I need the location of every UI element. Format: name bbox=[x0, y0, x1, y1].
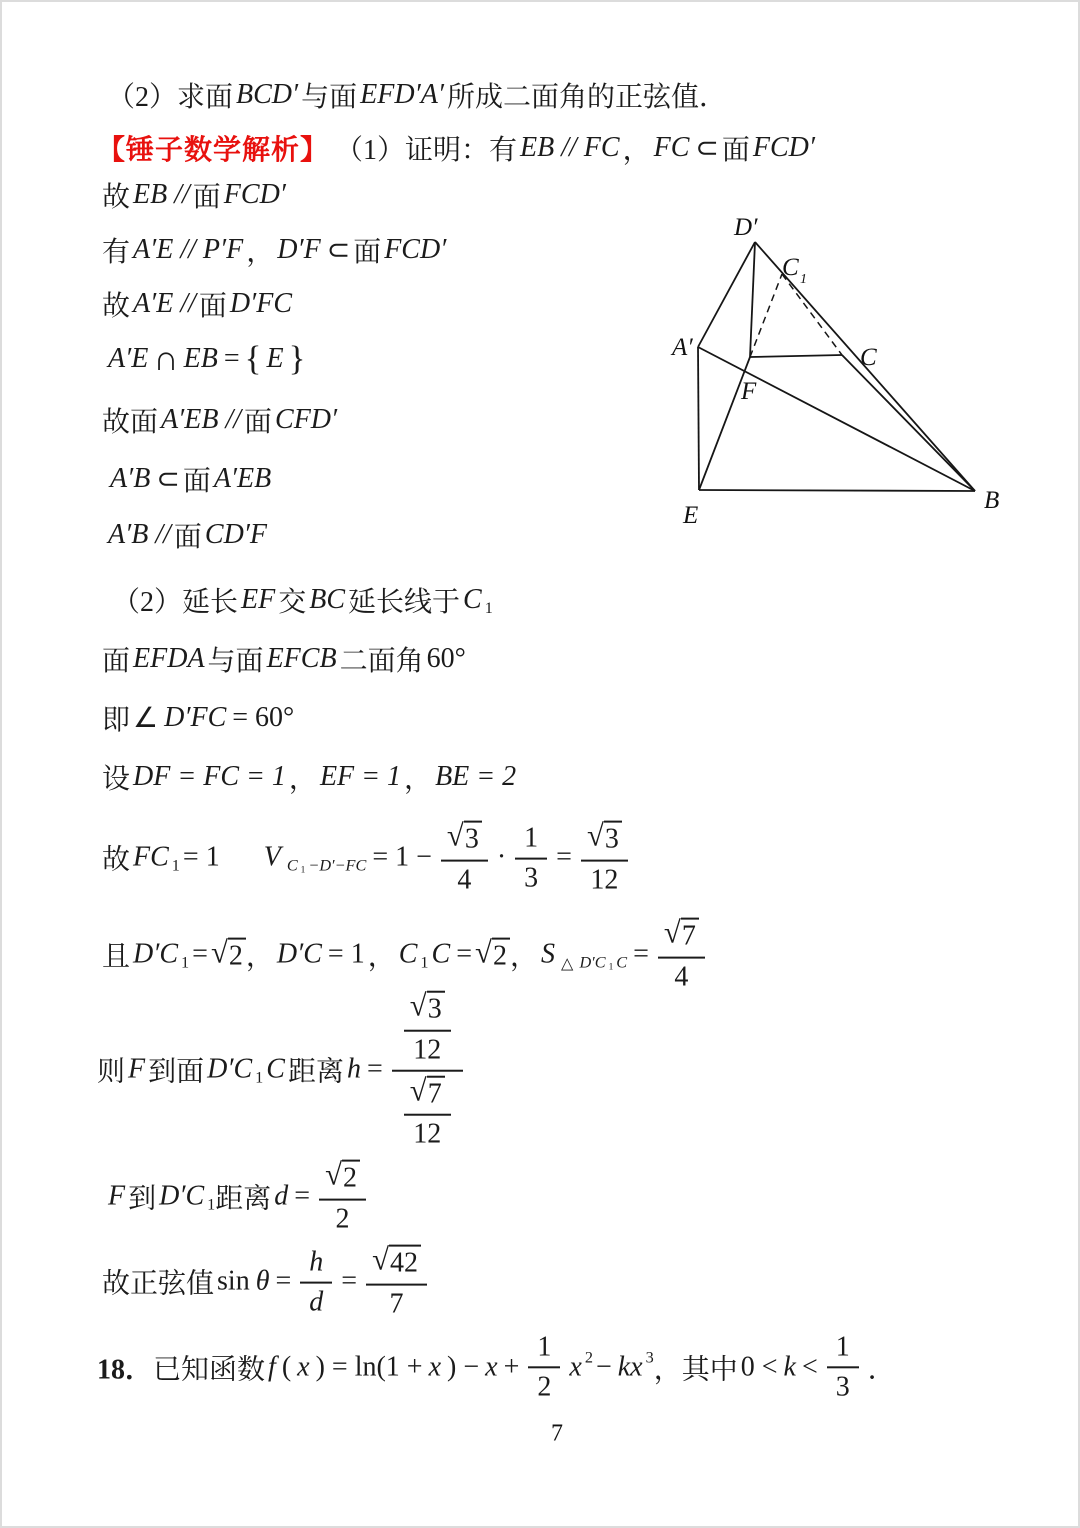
geometry-figure bbox=[632, 207, 1052, 537]
proof-line-6 bbox=[107, 459, 274, 499]
math-segment: EFDA bbox=[133, 643, 205, 674]
radicand: 2 bbox=[342, 1160, 360, 1196]
text-segment: 60° bbox=[426, 643, 466, 674]
fraction bbox=[366, 1244, 427, 1321]
math-segment: d bbox=[309, 1286, 324, 1318]
radical bbox=[446, 818, 482, 857]
part2-line-4 bbox=[102, 757, 519, 797]
edge-E-F bbox=[699, 357, 750, 490]
fraction-denominator bbox=[306, 1284, 326, 1319]
text-segment: 已知函数 bbox=[153, 1354, 266, 1385]
text-segment: 有 bbox=[102, 237, 131, 268]
radicand: 3 bbox=[604, 821, 622, 857]
text-segment: { bbox=[244, 339, 262, 378]
text-segment: （2）延长 bbox=[112, 587, 239, 618]
subscript bbox=[284, 857, 369, 876]
fraction-denominator bbox=[587, 861, 621, 896]
text-segment: = bbox=[294, 1181, 311, 1212]
analysis-header bbox=[97, 128, 818, 168]
text-segment: = 60° bbox=[232, 702, 295, 733]
text-segment: 面 bbox=[192, 182, 221, 213]
text-segment: 所成二面角的正弦值． bbox=[446, 82, 727, 113]
fraction-numerator bbox=[404, 990, 451, 1032]
radical bbox=[663, 915, 699, 954]
text-segment: 故 bbox=[102, 291, 131, 322]
label-D-prime: D′ bbox=[734, 214, 758, 241]
math-segment: EB bbox=[183, 343, 218, 374]
text-segment: 且 bbox=[102, 942, 131, 973]
text-segment: ⊂ bbox=[156, 464, 180, 495]
math-segment: d bbox=[274, 1181, 289, 1212]
text-segment: ， bbox=[367, 942, 396, 973]
text-segment: = bbox=[456, 939, 473, 970]
math-segment: FC bbox=[653, 132, 690, 163]
text-segment: = bbox=[192, 939, 208, 970]
edge-Ap-B bbox=[698, 347, 975, 491]
text-segment: 0 < bbox=[740, 1351, 778, 1382]
text-segment: △ bbox=[560, 954, 574, 973]
fraction-numerator bbox=[392, 989, 463, 1072]
radicand: 2 bbox=[228, 937, 246, 973]
text-segment: ， bbox=[622, 135, 651, 166]
text-segment: 面 bbox=[198, 291, 227, 322]
analysis-brand-label: 【锤子数学解析】 bbox=[97, 134, 330, 165]
proof-line-4 bbox=[105, 339, 307, 379]
fraction bbox=[404, 1075, 451, 1152]
math-segment: FCD′ bbox=[752, 132, 815, 163]
text-segment: ) = ln(1 + bbox=[315, 1351, 423, 1382]
math-segment: BE = 2 bbox=[435, 761, 517, 792]
edge-E-B bbox=[699, 490, 975, 491]
fraction-numerator bbox=[581, 820, 628, 862]
math-segment: C bbox=[431, 939, 451, 970]
text-segment: ， bbox=[246, 237, 275, 268]
label-F: F bbox=[741, 378, 757, 405]
text-segment: < bbox=[801, 1351, 818, 1382]
radical-sign: √ bbox=[409, 1073, 427, 1108]
radicand: 2 bbox=[492, 937, 510, 973]
math-segment: D′C bbox=[133, 939, 179, 970]
fraction-numerator bbox=[528, 1330, 560, 1368]
math-segment: EFCB bbox=[266, 643, 337, 674]
radical bbox=[409, 1073, 445, 1112]
fraction-denominator bbox=[534, 1369, 554, 1404]
text-segment: 故 bbox=[102, 182, 131, 213]
label-B: B bbox=[984, 487, 1000, 514]
radical-sign: √ bbox=[325, 1157, 342, 1192]
text-segment: = bbox=[223, 343, 240, 374]
text-segment: （1）证明：有 bbox=[335, 135, 518, 166]
text-segment: = 1 − bbox=[372, 842, 432, 873]
radical bbox=[372, 1242, 421, 1281]
text-segment: sin bbox=[217, 1266, 250, 1297]
math-segment: F bbox=[108, 1181, 126, 1212]
math-segment: F bbox=[128, 1054, 146, 1085]
fraction-denominator bbox=[454, 861, 474, 896]
math-segment: kx bbox=[617, 1351, 643, 1382]
math-segment: C bbox=[398, 939, 418, 970]
math-segment: A′E bbox=[108, 343, 149, 374]
text-segment: = bbox=[367, 1054, 383, 1085]
text-segment: 面 bbox=[173, 522, 202, 553]
text-segment: 与面 bbox=[207, 646, 264, 677]
text-segment: 面 bbox=[244, 407, 273, 438]
text-segment: ) − bbox=[447, 1351, 480, 1382]
math-segment: h bbox=[347, 1054, 361, 1085]
math-segment: EF = 1 bbox=[319, 761, 402, 792]
radical bbox=[211, 937, 246, 973]
radical bbox=[325, 1157, 360, 1196]
math-segment: A′EB bbox=[213, 463, 272, 494]
text-segment: ， bbox=[404, 764, 433, 795]
fraction bbox=[441, 820, 488, 897]
fraction-numerator bbox=[319, 1159, 366, 1201]
text-segment: 则 bbox=[97, 1057, 126, 1088]
fraction bbox=[528, 1330, 560, 1403]
text-segment: ⊂ bbox=[326, 235, 351, 266]
math-segment: θ bbox=[255, 1266, 270, 1297]
math-segment: EFD′A′ bbox=[360, 79, 444, 110]
fraction-numerator bbox=[366, 1244, 427, 1286]
number-segment: 12 bbox=[590, 864, 619, 896]
fraction-numerator bbox=[441, 820, 488, 862]
fraction-denominator bbox=[833, 1369, 853, 1404]
math-segment: x bbox=[428, 1351, 442, 1382]
math-segment: BCD′ bbox=[236, 79, 299, 110]
text-segment: ⊂ bbox=[695, 133, 719, 164]
text-segment: 设 bbox=[102, 764, 131, 795]
math-segment: C bbox=[463, 584, 482, 615]
text-segment: − bbox=[595, 1351, 612, 1382]
text-segment: ， bbox=[288, 764, 317, 795]
math-segment: x bbox=[569, 1351, 582, 1382]
math-segment: x bbox=[297, 1351, 310, 1382]
edge-Ap-E bbox=[698, 347, 699, 490]
proof-line-2 bbox=[102, 230, 449, 270]
math-segment: A′B // bbox=[108, 519, 171, 550]
text-segment: 即 bbox=[102, 705, 131, 736]
subscript: 1 bbox=[181, 953, 190, 972]
text-segment: 与面 bbox=[301, 82, 358, 113]
text-segment: = bbox=[341, 1266, 358, 1297]
number-segment: 1 bbox=[524, 822, 539, 854]
math-segment: C bbox=[266, 1054, 285, 1085]
question-part2 bbox=[107, 75, 727, 115]
text-segment: （2）求面 bbox=[107, 82, 234, 113]
number-segment: 3 bbox=[524, 862, 539, 894]
math-segment: h bbox=[309, 1246, 324, 1278]
math-segment: f bbox=[268, 1351, 276, 1382]
subscript: 1 bbox=[608, 962, 614, 973]
text-segment: = bbox=[633, 939, 649, 970]
subscript: 1 bbox=[171, 856, 180, 875]
superscript: 2 bbox=[584, 1348, 593, 1367]
part2-line-5 bbox=[102, 820, 634, 897]
edge-Dp-Ap bbox=[698, 242, 755, 347]
math-segment: A′EB // bbox=[161, 404, 242, 435]
math-segment: A′E // P′F bbox=[133, 234, 244, 265]
part2-line-7 bbox=[97, 989, 469, 1152]
part2-line-1 bbox=[112, 580, 493, 620]
subscript: 1 bbox=[484, 598, 493, 617]
math-segment: A′B bbox=[110, 463, 151, 494]
math-segment: S bbox=[540, 939, 555, 970]
text-segment: 面 bbox=[353, 237, 382, 268]
math-segment: EB // bbox=[133, 179, 190, 210]
math-segment: C bbox=[616, 953, 628, 972]
text-segment: = bbox=[275, 1266, 292, 1297]
math-segment: EB // FC bbox=[520, 132, 620, 163]
text-segment: ， bbox=[509, 942, 538, 973]
text-segment: ( bbox=[281, 1351, 292, 1382]
text-segment: 18． bbox=[97, 1354, 154, 1385]
proof-line-3 bbox=[102, 284, 295, 324]
number-segment: 4 bbox=[457, 864, 472, 896]
fraction bbox=[581, 820, 628, 897]
radical-sign: √ bbox=[586, 818, 604, 853]
fraction-denominator bbox=[398, 1072, 457, 1152]
edge-C-B bbox=[842, 355, 975, 491]
fraction-numerator bbox=[300, 1245, 332, 1283]
fraction bbox=[319, 1159, 366, 1236]
math-segment: C bbox=[286, 856, 298, 875]
number-segment: 2 bbox=[335, 1203, 350, 1235]
text-segment: 面 bbox=[102, 646, 131, 677]
text-segment: 距离 bbox=[215, 1184, 272, 1215]
text-segment: 到 bbox=[128, 1184, 157, 1215]
math-segment: x bbox=[485, 1351, 498, 1382]
fraction-numerator bbox=[515, 821, 547, 859]
text-segment: = bbox=[556, 842, 572, 873]
subscript: 1 bbox=[420, 953, 429, 972]
part2-line-6 bbox=[102, 917, 711, 994]
radicand: 7 bbox=[681, 918, 699, 954]
math-segment: D′C bbox=[579, 953, 606, 972]
fraction bbox=[300, 1245, 332, 1318]
part2-line-2 bbox=[102, 639, 469, 679]
fraction-denominator bbox=[410, 1031, 444, 1066]
part2-line-3 bbox=[102, 698, 297, 738]
math-segment: D′C bbox=[159, 1181, 205, 1212]
text-segment: } bbox=[288, 339, 306, 378]
text-segment: 故面 bbox=[102, 407, 159, 438]
fraction-denominator bbox=[521, 860, 541, 895]
fraction-denominator bbox=[387, 1285, 407, 1320]
radical-sign: √ bbox=[409, 988, 427, 1023]
text-segment: 故 bbox=[102, 845, 131, 876]
label-E: E bbox=[683, 502, 699, 529]
fraction-numerator bbox=[658, 917, 705, 959]
number-segment: 12 bbox=[413, 1034, 442, 1066]
radical bbox=[475, 937, 510, 973]
math-segment: k bbox=[783, 1351, 796, 1382]
math-segment: DF = FC = 1 bbox=[133, 761, 286, 792]
text-segment: + bbox=[503, 1351, 520, 1382]
text-segment: ， bbox=[245, 942, 274, 973]
subscript bbox=[558, 953, 630, 973]
edge-Dp-F bbox=[750, 242, 755, 357]
fraction bbox=[392, 989, 463, 1152]
radical-sign: √ bbox=[372, 1242, 389, 1277]
text-segment: ∩ bbox=[153, 339, 179, 378]
fraction bbox=[658, 917, 705, 994]
text-segment: 延长线于 bbox=[348, 587, 461, 618]
math-segment: FCD′ bbox=[223, 179, 286, 210]
fraction bbox=[404, 990, 451, 1067]
fraction-numerator bbox=[827, 1330, 859, 1368]
math-segment: V bbox=[263, 842, 281, 873]
fraction bbox=[827, 1330, 859, 1403]
label-C1: C bbox=[782, 254, 799, 281]
number-segment: 3 bbox=[835, 1371, 850, 1403]
number-segment: 4 bbox=[674, 961, 689, 993]
subscript: 1 bbox=[300, 865, 306, 876]
radical bbox=[586, 818, 622, 857]
subscript: 1 bbox=[255, 1068, 264, 1087]
math-segment: CFD′ bbox=[275, 404, 338, 435]
proof-line-7 bbox=[105, 515, 270, 555]
math-segment: D′F bbox=[277, 234, 321, 265]
radical-sign: √ bbox=[210, 935, 228, 970]
text-segment: 故正弦值 bbox=[102, 1269, 215, 1300]
math-segment: E bbox=[266, 343, 284, 374]
radicand: 7 bbox=[427, 1076, 445, 1112]
math-segment: D′C bbox=[276, 939, 322, 970]
subscript: 1 bbox=[207, 1195, 216, 1214]
edge-C1-C-dashed bbox=[782, 274, 842, 355]
math-segment: −D′−FC bbox=[308, 856, 367, 875]
radical bbox=[409, 988, 445, 1027]
text-segment: 到面 bbox=[148, 1057, 205, 1088]
superscript: 3 bbox=[645, 1348, 654, 1367]
edge-F-C bbox=[750, 355, 842, 357]
math-segment: D′FC bbox=[229, 288, 293, 319]
text-segment: ∠ bbox=[133, 703, 159, 734]
math-segment: D′C bbox=[207, 1054, 253, 1085]
radical-sign: √ bbox=[663, 915, 681, 950]
proof-line-5 bbox=[102, 400, 340, 440]
part2-line-8 bbox=[105, 1159, 372, 1236]
fraction bbox=[515, 821, 547, 894]
edge-F-C1-dashed bbox=[750, 274, 782, 357]
text-segment: 面 bbox=[721, 135, 750, 166]
radicand: 3 bbox=[464, 821, 482, 857]
radical-sign: √ bbox=[475, 935, 492, 970]
label-C1-sub: 1 bbox=[800, 272, 807, 287]
text-segment: 面 bbox=[182, 466, 211, 497]
fraction-denominator bbox=[410, 1116, 444, 1151]
radical-sign: √ bbox=[446, 818, 464, 853]
radicand: 42 bbox=[389, 1245, 421, 1281]
fraction-numerator bbox=[404, 1075, 451, 1117]
math-segment: FCD′ bbox=[384, 234, 447, 265]
text-segment: = 1 bbox=[327, 939, 365, 970]
proof-line-1 bbox=[102, 175, 289, 215]
text-segment: ，其中 bbox=[653, 1354, 738, 1385]
math-segment: BC bbox=[309, 584, 346, 615]
math-segment: CD′F bbox=[204, 519, 268, 550]
text-segment: 交 bbox=[278, 587, 307, 618]
text-segment: 距离 bbox=[287, 1057, 344, 1088]
number-segment: 1 bbox=[835, 1331, 850, 1363]
math-segment: EF bbox=[241, 584, 276, 615]
text-segment: = 1 bbox=[182, 842, 220, 873]
label-C: C bbox=[860, 344, 877, 371]
number-segment: 7 bbox=[389, 1288, 404, 1320]
radicand: 3 bbox=[427, 991, 445, 1027]
label-A-prime: A′ bbox=[672, 334, 693, 361]
fraction-denominator bbox=[333, 1200, 353, 1235]
math-segment: FC bbox=[133, 842, 169, 873]
number-segment: 1 bbox=[537, 1331, 552, 1363]
text-segment: ． bbox=[867, 1354, 896, 1385]
math-segment: A′E // bbox=[133, 288, 196, 319]
problem-18 bbox=[97, 1330, 899, 1403]
math-segment: D′FC bbox=[164, 702, 227, 733]
fraction-denominator bbox=[671, 958, 691, 993]
text-segment: · bbox=[496, 842, 507, 873]
page-number: 7 bbox=[551, 1420, 563, 1447]
number-segment: 2 bbox=[537, 1371, 552, 1403]
part2-line-9 bbox=[102, 1244, 433, 1321]
number-segment: 12 bbox=[413, 1119, 442, 1151]
text-segment: 二面角 bbox=[339, 646, 424, 677]
